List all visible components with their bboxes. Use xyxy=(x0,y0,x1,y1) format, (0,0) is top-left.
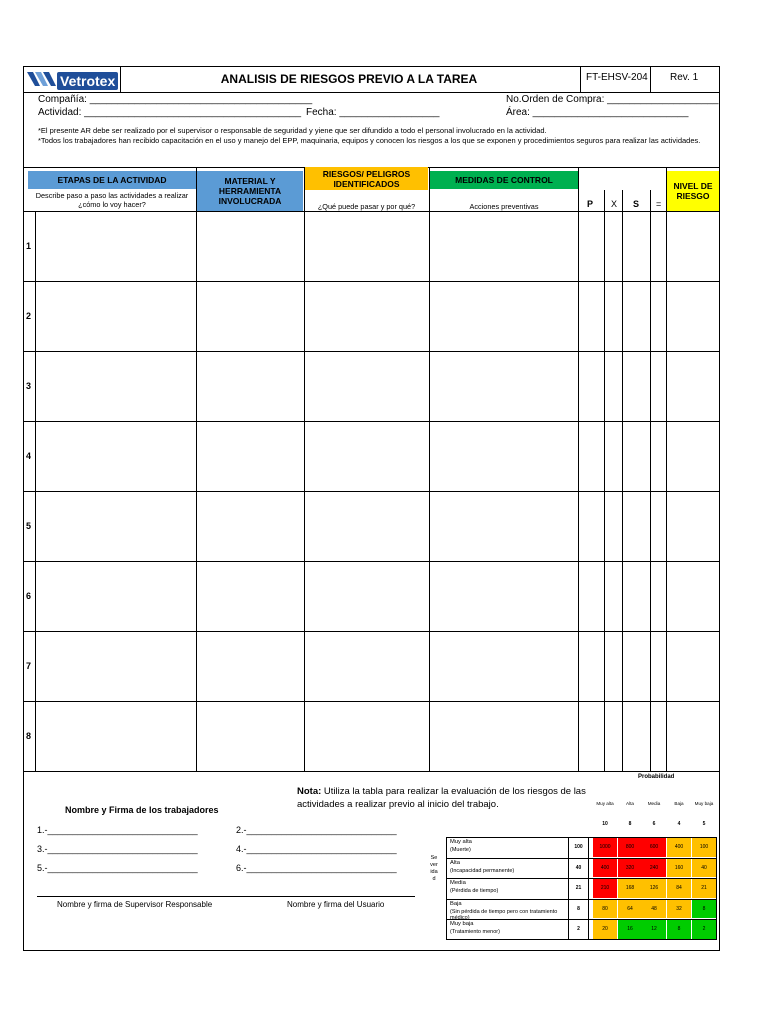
table-row[interactable] xyxy=(36,562,666,630)
risk-cell: 8 xyxy=(692,900,716,919)
matrix-line xyxy=(588,837,589,940)
col-s: S xyxy=(633,199,640,209)
matrix-col-header: Muy baja xyxy=(694,800,714,806)
severity-value: 40 xyxy=(575,864,582,871)
risk-cell: 40 xyxy=(692,859,716,878)
table-row[interactable] xyxy=(36,282,666,350)
severity-label: Muy baja xyxy=(450,921,474,927)
header-separator xyxy=(650,66,651,92)
header-separator xyxy=(580,66,581,92)
firmas-title: Nombre y Firma de los trabajadores xyxy=(65,805,219,815)
col-p: P xyxy=(587,199,594,209)
signature-2[interactable]: 2.-______________________________ xyxy=(236,825,397,835)
header-separator xyxy=(120,66,121,92)
matrix-col-value: 10 xyxy=(602,821,608,827)
header-riesgos: RIESGOS/ PELIGROS IDENTIFICADOS xyxy=(305,167,428,190)
table-row[interactable] xyxy=(36,492,666,560)
risk-cell: 80 xyxy=(593,900,617,919)
risk-cell: 400 xyxy=(667,838,691,857)
nota-text: Utiliza la tabla para realizar la evaluación de los riesgos de las actividades a realizar previo al inicio del trabajo. xyxy=(297,786,586,810)
header-medidas: MEDIDAS DE CONTROL xyxy=(430,171,578,189)
signature-6[interactable]: 6.-______________________________ xyxy=(236,863,397,873)
severity-value: 8 xyxy=(577,905,580,912)
row-number: 8 xyxy=(26,731,32,741)
signature-line xyxy=(37,896,415,897)
risk-cell: 32 xyxy=(667,900,691,919)
risk-cell: 320 xyxy=(618,859,642,878)
table-row[interactable] xyxy=(36,212,666,280)
risk-cell: 12 xyxy=(642,920,666,939)
matrix-col-value: 8 xyxy=(628,821,632,827)
nota-label: Nota: xyxy=(297,786,322,797)
signature-4[interactable]: 4.-______________________________ xyxy=(236,844,397,854)
supervisor-label: Nombre y firma de Supervisor Responsable xyxy=(57,900,213,909)
area-field[interactable]: Área: ____________________________ xyxy=(506,107,689,118)
matrix-col-header: Alta xyxy=(626,800,634,806)
severity-value: 2 xyxy=(577,926,580,933)
severity-desc: (Incapacidad permanente) xyxy=(450,867,515,874)
orden-compra-field[interactable]: No.Orden de Compra: ____________________ xyxy=(506,94,719,105)
risk-cell: 64 xyxy=(618,900,642,919)
table-row[interactable] xyxy=(36,702,666,770)
row-number: 4 xyxy=(26,451,32,461)
note-1: *El presente AR debe ser realizado por el supervisor o responsable de seguridad y yiene que ser difundido a todo el personal involucrado en la actividad. xyxy=(38,126,547,135)
actividad-field[interactable]: Actividad: _______________________________________ xyxy=(38,107,302,118)
severity-desc: (Tratamiento menor) xyxy=(450,929,500,935)
severity-value: 21 xyxy=(575,885,582,892)
logo-text: Vetrotex xyxy=(57,72,118,90)
header-divider xyxy=(23,92,720,93)
risk-cell: 126 xyxy=(642,879,666,898)
form-code: FT-EHSV-204 xyxy=(586,72,648,83)
row-number: 6 xyxy=(26,591,32,601)
severity-value: 100 xyxy=(574,844,583,851)
risk-cell: 400 xyxy=(593,859,617,878)
risk-cell: 48 xyxy=(642,900,666,919)
note-2: *Todos los trabajadores han recibido capacitación en el uso y manejo del EPP, maquinaria, equipos y conocen los riesgos a los que se exponen y procedimientos seguros para realizar las actividades. xyxy=(38,136,701,145)
risk-cell: 100 xyxy=(692,838,716,857)
col-line xyxy=(666,167,667,771)
risk-cell: 20 xyxy=(593,920,617,939)
matrix-col-header: Media xyxy=(647,800,661,806)
sub-riesgos: ¿Qué puede pasar y por qué? xyxy=(317,202,416,211)
revision: Rev. 1 xyxy=(670,72,699,83)
matrix-col-header: Baja xyxy=(674,800,684,806)
matrix-col-value: 6 xyxy=(652,821,656,827)
matrix-col-header: Muy alta xyxy=(596,800,614,806)
nota xyxy=(297,785,597,811)
table-row[interactable] xyxy=(36,352,666,420)
table-bottom xyxy=(23,771,720,772)
signature-3[interactable]: 3.-______________________________ xyxy=(37,844,198,854)
table-row[interactable] xyxy=(36,422,666,490)
risk-cell: 600 xyxy=(642,838,666,857)
severity-label: Muy alta xyxy=(450,839,472,845)
risk-cell: 210 xyxy=(593,879,617,898)
severity-label: Alta xyxy=(450,859,460,866)
compania-field[interactable]: Compañía: ________________________________________ xyxy=(38,94,313,105)
risk-cell: 240 xyxy=(642,859,666,878)
header-etapas: ETAPAS DE LA ACTIVIDAD xyxy=(28,171,196,189)
col-x: X xyxy=(611,199,618,209)
sub-etapas: Describe paso a paso las actividades a realizar ¿cómo lo voy hacer? xyxy=(35,191,189,209)
probabilidad-label: Probabilidad xyxy=(638,774,675,780)
risk-cell: 84 xyxy=(667,879,691,898)
risk-cell: 800 xyxy=(618,838,642,857)
logo-mark-icon xyxy=(27,70,57,90)
risk-cell: 16 xyxy=(618,920,642,939)
signature-5[interactable]: 5.-______________________________ xyxy=(37,863,198,873)
col-eq: = xyxy=(656,199,662,209)
row-number: 3 xyxy=(26,381,32,391)
severity-desc: (Sin pérdida de tiempo pero con tratamiento médico) xyxy=(450,908,558,921)
severity-label: Media xyxy=(450,880,466,886)
sub-medidas: Acciones preventivas xyxy=(469,202,539,211)
severity-desc: (Muerte) xyxy=(450,847,471,853)
risk-cell: 2 xyxy=(692,920,716,939)
risk-cell: 8 xyxy=(667,920,691,939)
row-number: 7 xyxy=(26,661,32,671)
usuario-label: Nombre y firma del Usuario xyxy=(287,900,385,909)
fecha-field[interactable]: Fecha: __________________ xyxy=(306,107,440,118)
risk-cell: 1000 xyxy=(593,838,617,857)
severidad-label: Severidad xyxy=(430,855,438,882)
row-number: 5 xyxy=(26,521,32,531)
risk-cell: 160 xyxy=(667,859,691,878)
header-material: MATERIAL Y HERRAMIENTA INVOLUCRADA xyxy=(197,171,303,211)
risk-cell: 21 xyxy=(692,879,716,898)
risk-cell: 168 xyxy=(618,879,642,898)
table-row[interactable] xyxy=(36,632,666,700)
page-title: ANALISIS DE RIESGOS PREVIO A LA TAREA xyxy=(220,72,478,86)
row-number: 2 xyxy=(26,311,32,321)
company-logo xyxy=(27,70,119,90)
matrix-col-value: 4 xyxy=(677,821,681,827)
matrix-col-value: 5 xyxy=(702,821,706,827)
signature-1[interactable]: 1.-______________________________ xyxy=(37,825,198,835)
row-number: 1 xyxy=(26,241,32,251)
header-nivel: NIVEL DE RIESGO xyxy=(667,171,719,211)
severity-label: Baja xyxy=(450,900,462,907)
severity-desc: (Pérdida de tiempo) xyxy=(450,888,499,894)
